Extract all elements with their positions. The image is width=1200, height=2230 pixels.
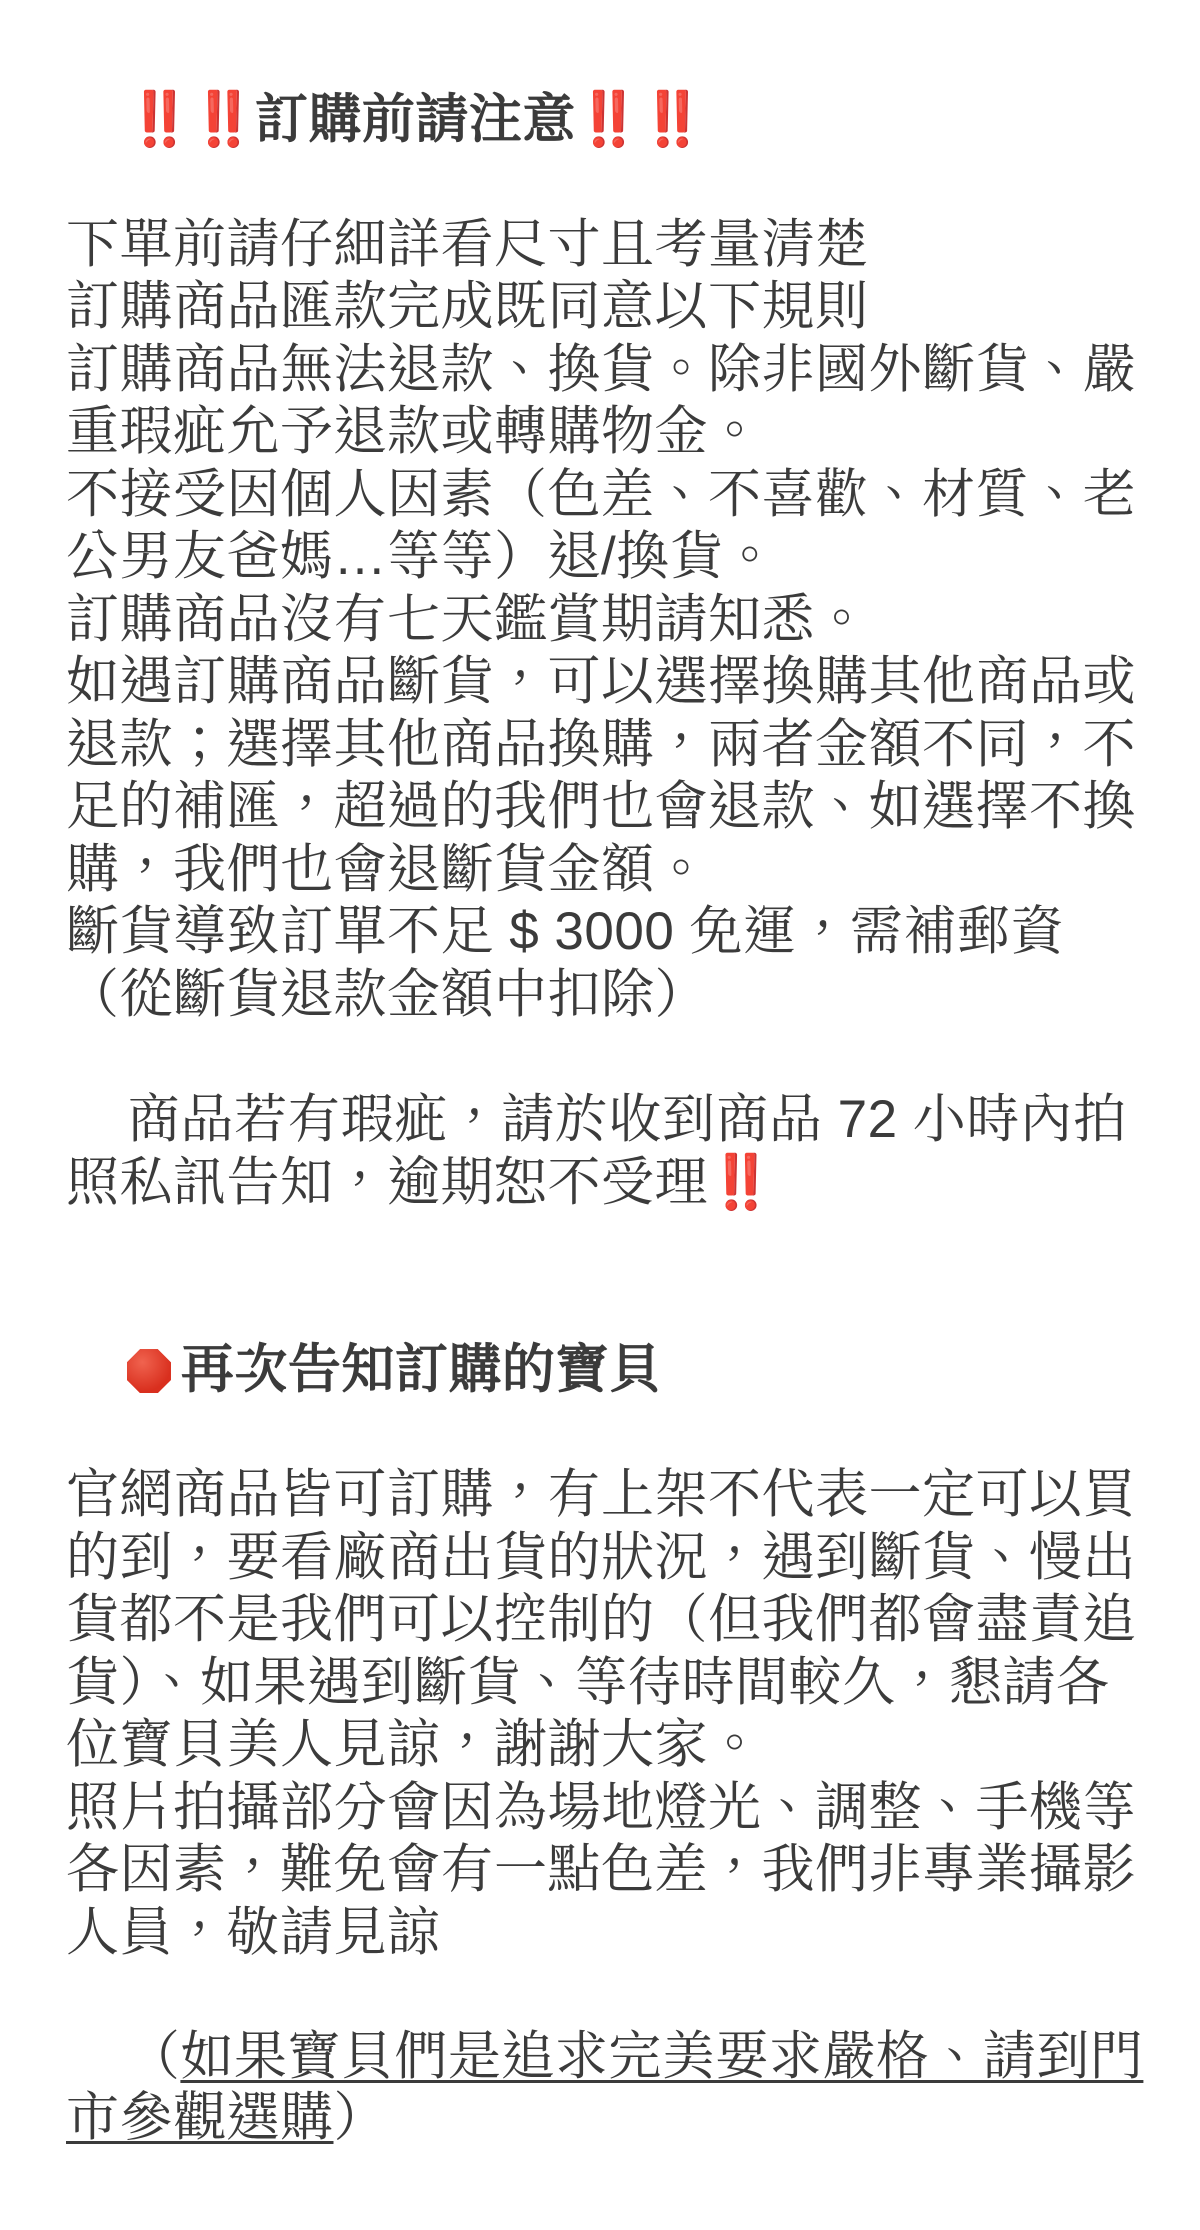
- document-heading: [66, 26, 1160, 214]
- notice-paragraph-3: 訂購商品無法退款、換貨。除非國外斷貨、嚴重瑕疵允予退款或轉購物金。: [66, 339, 1136, 462]
- note-underlined-text: 如果寶貝們是追求完美要求嚴格、請到門市參觀選購: [66, 2026, 1144, 2148]
- section2-underlined-note-row: [66, 1964, 1160, 2210]
- notice-paragraph-4: 不接受因個人因素（色差、不喜歡、材質、老公男友爸媽…等等）退/換貨。: [66, 464, 1136, 587]
- notice-paragraph-2: 訂購商品匯款完成既同意以下規則: [66, 277, 869, 337]
- stop-sign-icon: [127, 1349, 171, 1393]
- notice-paragraph-7: 斷貨導致訂單不足 $ 3000 免運，需補郵資（從斷貨退款金額中扣除）: [66, 902, 1065, 1024]
- notice-paragraph-1: 下單前請仔細詳看尺寸且考量清楚: [66, 214, 869, 274]
- notice-paragraph-6: 如遇訂購商品斷貨，可以選擇換購其他商品或退款；選擇其他商品換購，兩者金額不同，不足的補匯，超過的我們也會退款、如選擇不換購，我們也會退斷貨金額。: [66, 652, 1136, 899]
- double-exclamation-icon-defect: ‼️: [708, 1152, 775, 1212]
- section2-heading-row: [66, 1277, 1160, 1465]
- defect-notice-text: 商品若有瑕疵，請於收到商品 72 小時內拍照私訊告知，逾期恕不受理: [66, 1090, 1127, 1212]
- page-title: 訂購前請注意: [254, 89, 576, 149]
- note-paren-open: （: [126, 2026, 181, 2086]
- section2-paragraph-2: 照片拍攝部分會因為場地燈光、調整、手機等各因素，難免會有一點色差，我們非專業攝影人員，敬請見諒: [66, 1777, 1136, 1962]
- double-exclamation-icon-left: ‼️‼️: [126, 89, 255, 149]
- section2-heading: 再次告知訂購的寶貝: [180, 1340, 663, 1400]
- notice-paragraph-8: [66, 1027, 1160, 1277]
- double-exclamation-icon-right: ‼️‼️: [575, 89, 704, 149]
- section2-paragraph-1: 官網商品皆可訂購，有上架不代表一定可以買的到，要看廠商出貨的狀況，遇到斷貨、慢出貨都不是我們可以控制的（但我們都會盡責追貨）、如果遇到斷貨、等待時間較久，懇請各位寶貝美人見諒，謝謝大家。: [66, 1465, 1136, 1775]
- notice-paragraph-5: 訂購商品沒有七天鑑賞期請知悉。: [66, 589, 869, 649]
- note-paren-close: ）: [333, 2088, 387, 2148]
